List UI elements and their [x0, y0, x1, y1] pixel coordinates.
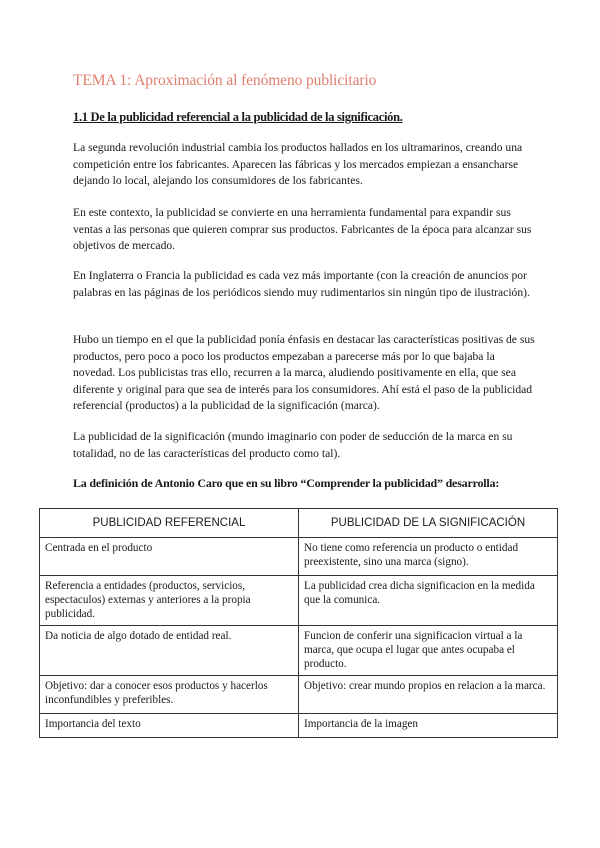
table-cell: Objetivo: crear mundo propios en relacion a la marca.: [299, 676, 558, 714]
paragraph-3: En Inglaterra o Francia la publicidad es cada vez más importante (con la creación de anuncios por palabras en las páginas de los periódicos siendo muy rudimentarios sin ningún tipo de ilustración).: [73, 269, 530, 299]
table-cell: Centrada en el producto: [40, 538, 299, 576]
table-cell: No tiene como referencia un producto o entidad preexistente, sino una marca (signo).: [299, 538, 558, 576]
header-referencial: PUBLICIDAD REFERENCIAL: [40, 509, 299, 538]
table-cell: Da noticia de algo dotado de entidad real.: [40, 626, 299, 676]
table-cell: La publicidad crea dicha significacion en la medida que la comunica.: [299, 576, 558, 626]
table-cell: Referencia a entidades (productos, servicios, espectaculos) externas y anteriores a la propia publicidad.: [40, 576, 299, 626]
table-row: [40, 676, 558, 714]
definition-heading: La definición de Antonio Caro que en su libro “Comprender la publicidad” desarrolla:: [73, 476, 500, 490]
table-cell: Importancia del texto: [40, 714, 299, 738]
table-cell: Funcion de conferir una significacion virtual a la marca, que ocupa el lugar que antes ocupaba el producto.: [299, 626, 558, 676]
table-row: [40, 626, 558, 676]
table-row: [40, 714, 558, 738]
table-cell: Objetivo: dar a conocer esos productos y hacerlos inconfundibles y preferibles.: [40, 676, 299, 714]
table-cell: Importancia de la imagen: [299, 714, 558, 738]
table-header-row: [40, 509, 558, 538]
comparison-table: [39, 508, 558, 738]
paragraph-1: La segunda revolución industrial cambia los productos hallados en los ultramarinos, creando una competición entre los fabricantes. Aparecen las fábricas y los mercados empiezan a ensancharse dejando lo local, alejando los consumidores de los fabricantes.: [73, 141, 523, 187]
page-title: TEMA 1: Aproximación al fenómeno publicitario: [73, 72, 377, 89]
section-heading: 1.1 De la publicidad referencial a la publicidad de la significación.: [73, 110, 403, 124]
table-row: [40, 576, 558, 626]
header-significacion: PUBLICIDAD DE LA SIGNIFICACIÓN: [299, 509, 558, 538]
paragraph-4: Hubo un tiempo en el que la publicidad ponía énfasis en destacar las características positivas de sus productos, pero poco a poco los productos empezaban a parecerse más por lo que bajaba la novedad. Los publicistas tras ello, recurren a la marca, aludiendo positivamente en ella, que sea diferente y original para que sea de interés para los consumidores. Ahí está el paso de la publicidad referencial (productos) a la publicidad de la significación (marca).: [73, 333, 535, 412]
paragraph-5: La publicidad de la significación (mundo imaginario con poder de seducción de la marca en su totalidad, no de las características del producto como tal).: [73, 430, 513, 460]
table-row: [40, 538, 558, 576]
paragraph-2: En este contexto, la publicidad se convierte en una herramienta fundamental para expandir sus ventas a las personas que quieren comprar sus productos. Fabricantes de la época para alcanzar sus objetivos de mercado.: [73, 206, 532, 252]
